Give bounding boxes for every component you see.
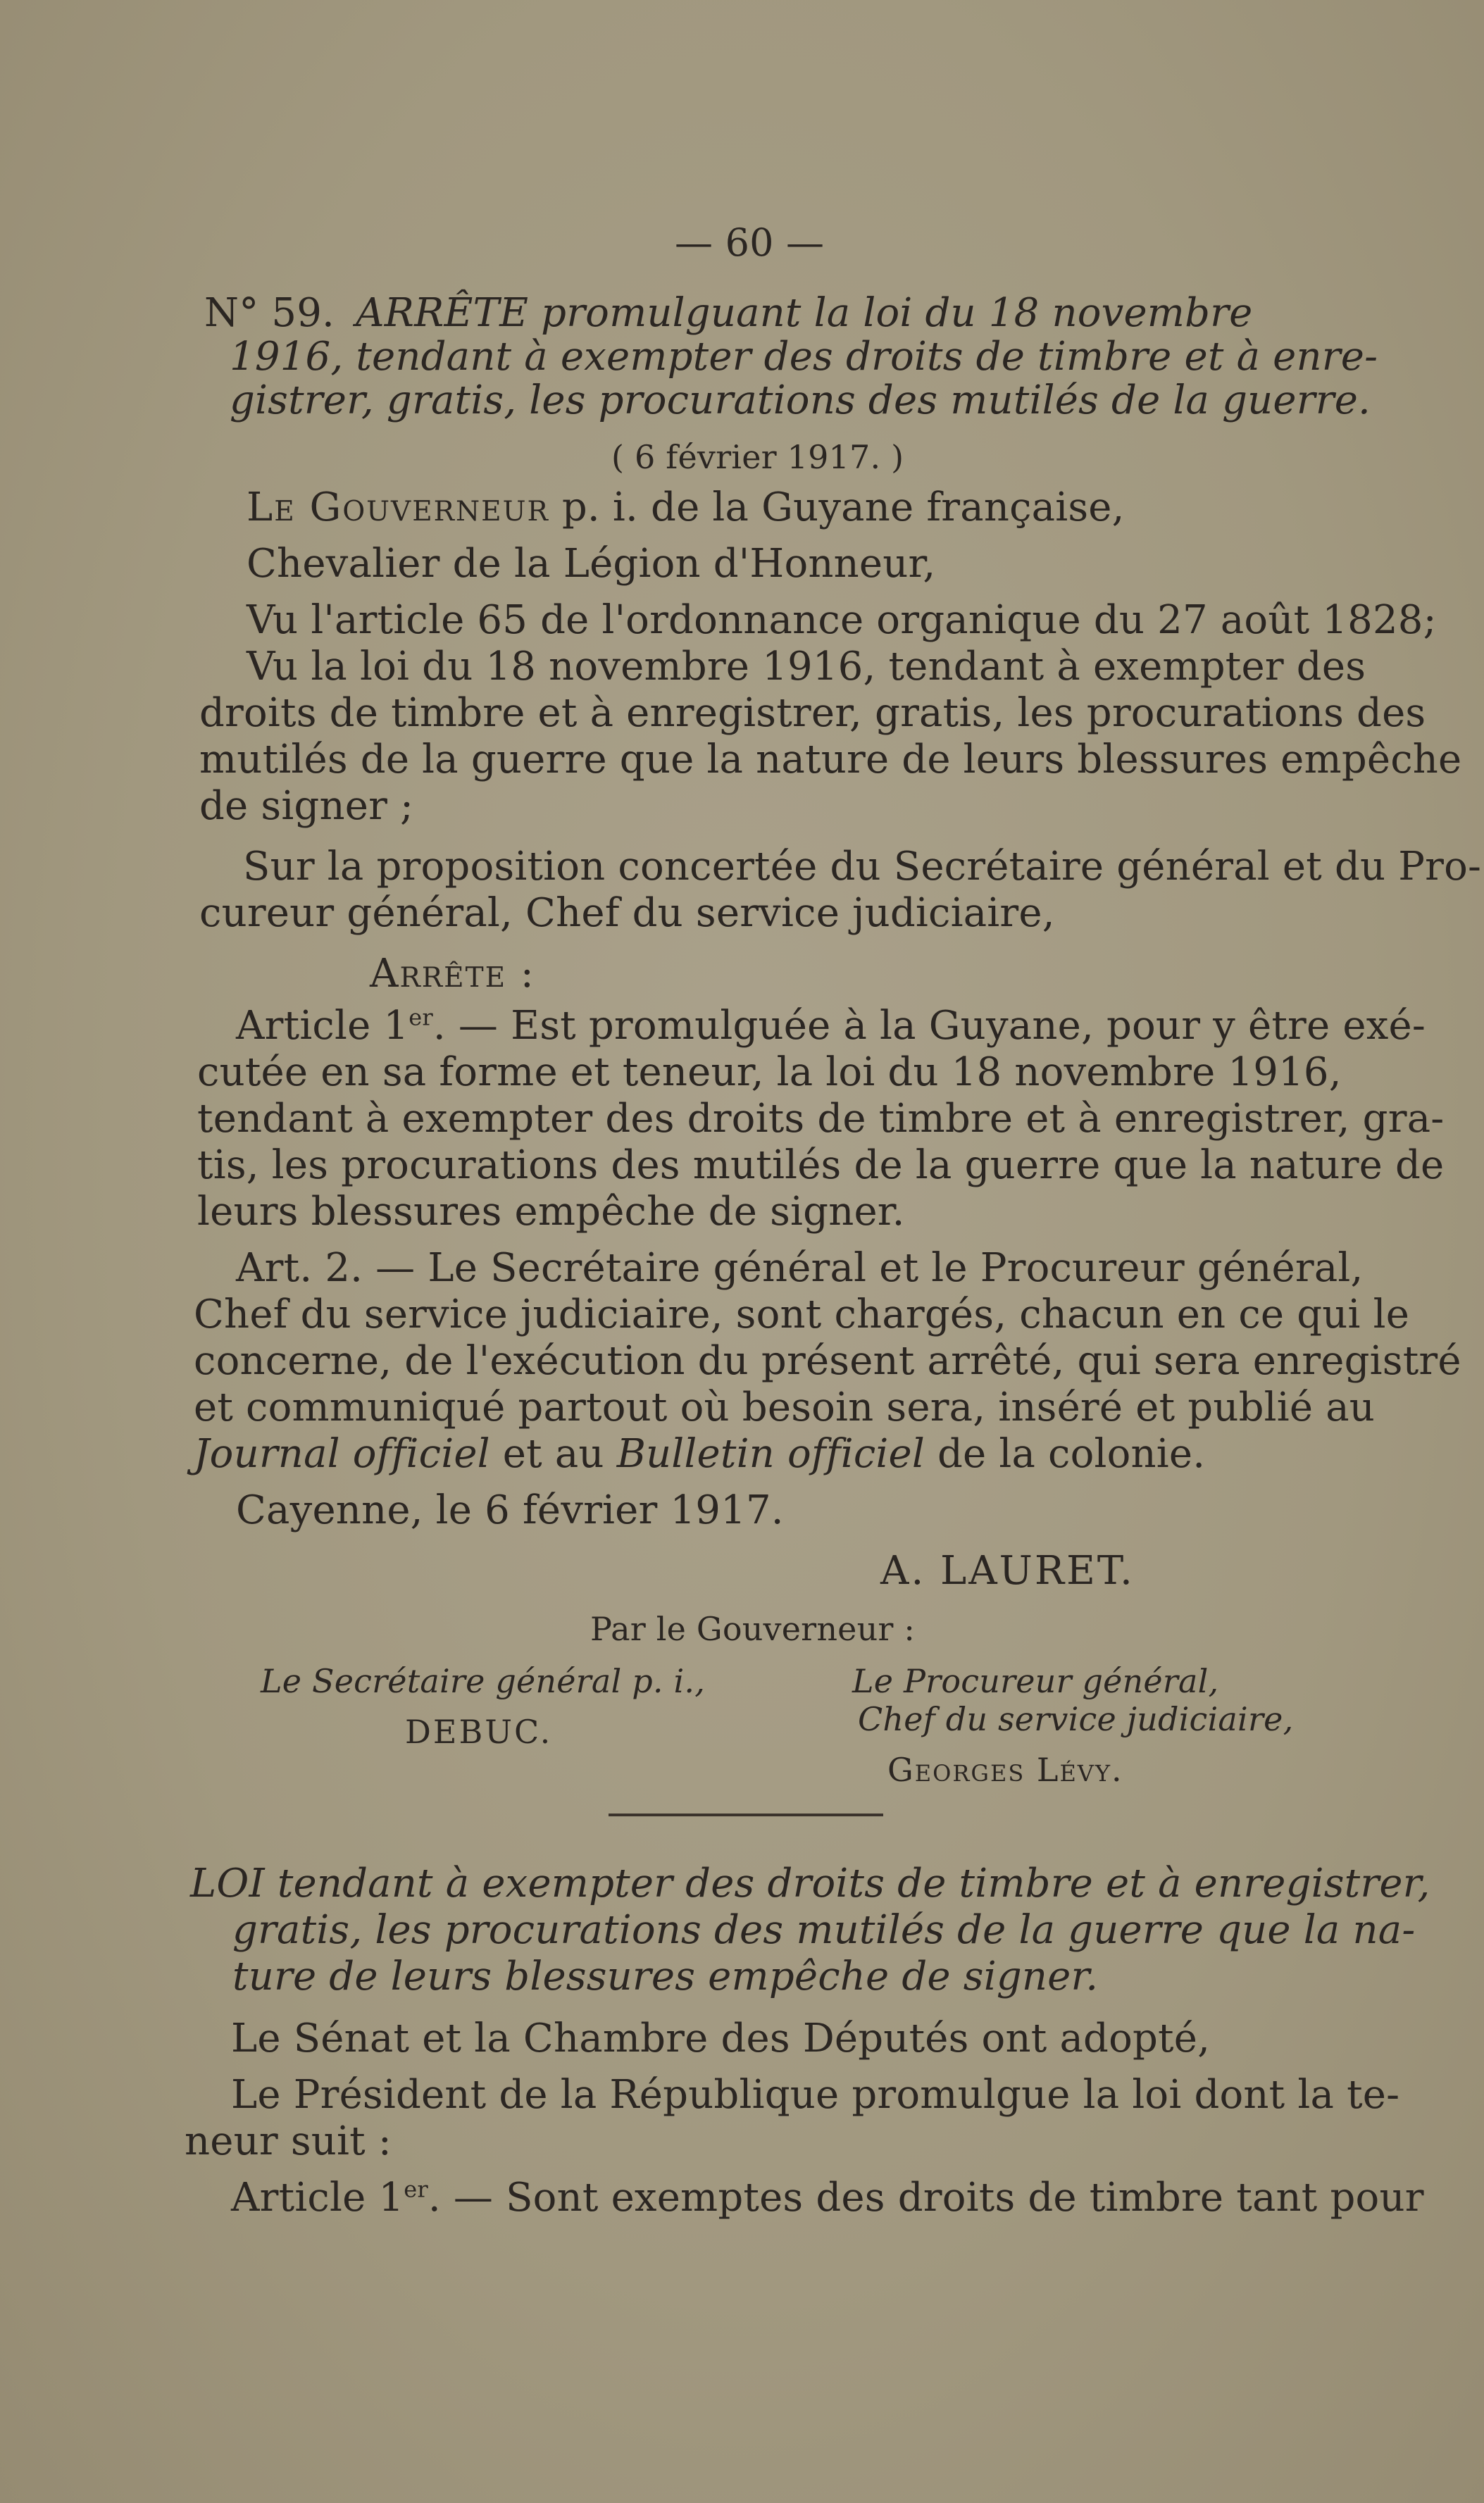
section-divider xyxy=(609,1814,883,1816)
loi-article-1 xyxy=(231,2173,1424,2223)
gouverneur-title: Le Gouverneur xyxy=(247,485,549,530)
article-1-line-2: cutée en sa forme et teneur, la loi du 18 novembre 1916, xyxy=(197,1049,1342,1095)
article-2-line-1: Art. 2. — Le Secrétaire général et le Procureur général, xyxy=(236,1245,1364,1291)
article-1-line-4: tis, les procurations des mutilés de la guerre que la nature de xyxy=(197,1142,1445,1188)
governor-signature: A. LAURET. xyxy=(880,1548,1135,1594)
proposition-line-2: cureur général, Chef du service judiciaire, xyxy=(199,890,1055,936)
place-date: Cayenne, le 6 février 1917. xyxy=(236,1487,784,1533)
loi-paragraph-1: Le Sénat et la Chambre des Députés ont adopté, xyxy=(231,2016,1211,2061)
loi-title-line-2: gratis, les procurations des mutilés de la guerre que la na- xyxy=(232,1907,1416,1953)
bulletin-officiel: Bulletin officiel xyxy=(616,1431,925,1477)
arrete-title-text: ARRÊTE promulguant la loi du 18 novembre xyxy=(356,290,1253,336)
loi-title-line-3: ture de leurs blessures empêche de signer. xyxy=(232,1954,1099,1999)
loi-paragraph-2-line-2: neur suit : xyxy=(185,2118,392,2164)
arrete-date: ( 6 février 1917. ) xyxy=(611,438,904,476)
secretaire-general-title: Le Secrétaire général p. i., xyxy=(261,1662,706,1700)
arrete-title-line-2: 1916, tendant à exempter des droits de timbre et à enre- xyxy=(230,334,1378,380)
article-2-line-5 xyxy=(194,1430,1205,1479)
vu-loi-line-3: mutilés de la guerre que la nature de leurs blessures empêche xyxy=(199,737,1462,782)
article-2-line-2: Chef du service judiciaire, sont chargés, chacun en ce qui le xyxy=(194,1292,1410,1337)
vu-loi-line-2: droits de timbre et à enregistrer, gratis, les procurations des xyxy=(199,690,1426,736)
article-1-sup: er xyxy=(409,1004,433,1031)
article-2-mid: et au xyxy=(490,1431,617,1477)
vu-loi-line-1: Vu la loi du 18 novembre 1916, tendant à exempter des xyxy=(247,644,1366,689)
arrete-title-line-3: gistrer, gratis, les procurations des mutilés de la guerre. xyxy=(230,377,1371,423)
gouverneur-line xyxy=(247,483,1125,532)
procureur-general-name: Georges Lévy. xyxy=(887,1751,1123,1789)
arrete-number: N° 59. xyxy=(204,290,335,336)
proposition-line-1: Sur la proposition concertée du Secrétaire général et du Pro- xyxy=(243,844,1482,890)
journal-officiel: Journal officiel xyxy=(194,1431,490,1477)
vu-article-line: Vu l'article 65 de l'ordonnance organique du 27 août 1828; xyxy=(247,597,1437,643)
arrete-title-line-1 xyxy=(204,289,1307,338)
loi-article-1-text: . — Sont exemptes des droits de timbre tant pour xyxy=(428,2175,1424,2221)
loi-article-1-label: Article 1 xyxy=(231,2175,404,2221)
loi-title-line-1: LOI tendant à exempter des droits de timbre et à enregistrer, xyxy=(190,1861,1430,1906)
gouverneur-rest: p. i. de la Guyane française, xyxy=(561,485,1125,530)
procureur-general-title: Le Procureur général, xyxy=(852,1662,1219,1700)
article-2-end: de la colonie. xyxy=(924,1431,1206,1477)
article-2-line-3: concerne, de l'exécution du présent arrêté, qui sera enregistré xyxy=(194,1338,1461,1384)
article-2-line-4: et communiqué partout où besoin sera, inséré et publié au xyxy=(194,1385,1376,1430)
article-1-label: Article 1 xyxy=(236,1003,409,1049)
page-number: — 60 — xyxy=(675,220,825,265)
loi-paragraph-2-line-1: Le Président de la République promulgue la loi dont la te- xyxy=(231,2072,1400,2118)
loi-article-1-sup: er xyxy=(404,2176,428,2203)
secretaire-general-name: DEBUC. xyxy=(405,1713,553,1751)
par-le-gouverneur: Par le Gouverneur : xyxy=(590,1610,916,1648)
article-1-line-1 xyxy=(236,1001,1426,1051)
arrete-heading: Arrête : xyxy=(370,951,535,997)
article-1-line-3: tendant à exempter des droits de timbre et à enregistrer, gra- xyxy=(197,1096,1445,1142)
article-1-line-5: leurs blessures empêche de signer. xyxy=(197,1189,905,1235)
chevalier-line: Chevalier de la Légion d'Honneur, xyxy=(247,541,936,587)
article-1-text: . — Est promulguée à la Guyane, pour y être exé- xyxy=(432,1003,1426,1049)
procureur-general-subtitle: Chef du service judiciaire, xyxy=(858,1700,1294,1738)
vu-loi-line-4: de signer ; xyxy=(199,783,414,829)
